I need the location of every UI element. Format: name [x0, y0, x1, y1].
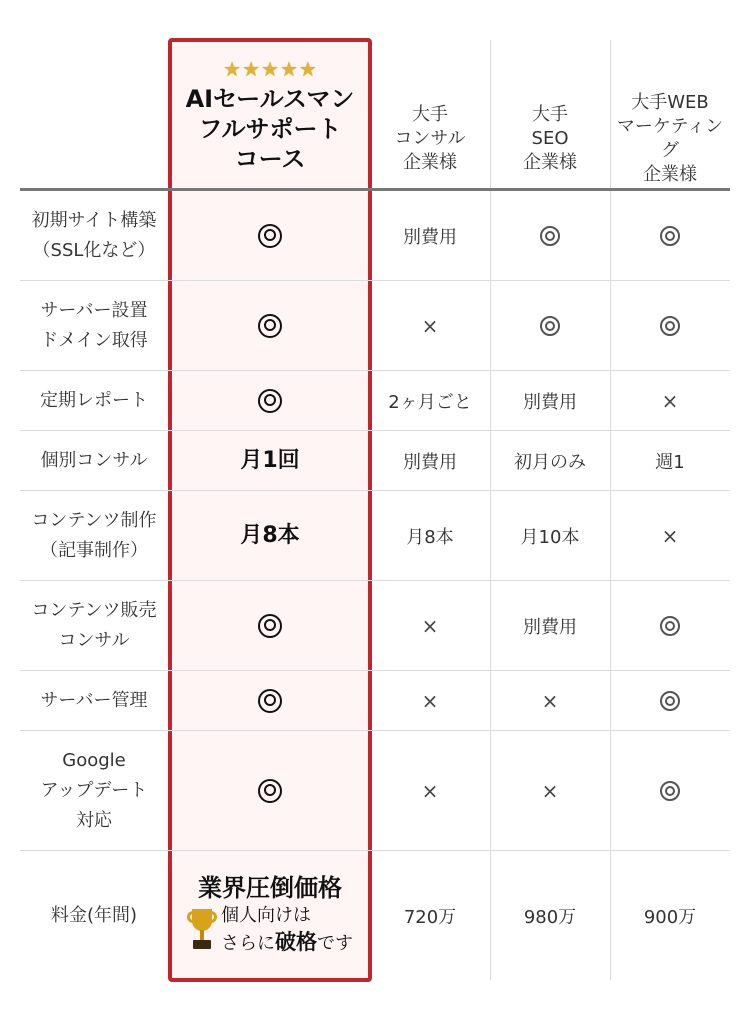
double-circle-icon — [540, 226, 560, 246]
web-value-server-management — [610, 671, 730, 730]
web-value-consulting: 週1 — [655, 451, 685, 473]
consulting-value-report: 2ヶ月ごと — [388, 391, 472, 413]
header-line: 大手WEB — [631, 92, 709, 113]
consulting-value-google-update: × — [421, 778, 439, 803]
rating-stars — [223, 58, 317, 80]
row-label-consulting: 個別コンサル — [40, 449, 148, 471]
price-headline: 業界圧倒価格 — [198, 874, 342, 902]
web-value-report: × — [661, 388, 679, 413]
row-label-line: サーバー設置 — [40, 299, 148, 321]
row-label-server-management: サーバー管理 — [40, 689, 148, 711]
rec-value-content-production: 月8本 — [240, 522, 300, 548]
consulting-value-initial-site: 別費用 — [403, 226, 457, 248]
double-circle-icon — [258, 614, 282, 638]
star-icon: ★ — [298, 57, 317, 81]
consulting-value-price: 720万 — [403, 906, 457, 928]
consulting-value-server-management: × — [421, 688, 439, 713]
trophy-icon — [187, 907, 217, 953]
price-note-line — [221, 929, 353, 957]
competitor-header-consulting — [370, 90, 490, 188]
row-label-price: 料金(年間) — [50, 904, 138, 926]
web-value-initial-site — [610, 191, 730, 280]
header-line: コンサル — [394, 128, 466, 149]
header-line: 企業様 — [643, 164, 697, 185]
row-label-line: 対応 — [76, 809, 112, 831]
double-circle-icon — [258, 389, 282, 413]
seo-value-price: 980万 — [523, 906, 577, 928]
row-label-google-update — [20, 731, 168, 850]
consulting-value-content-production: 月8本 — [406, 526, 454, 548]
row-label-line: コンテンツ制作 — [31, 509, 157, 531]
recommended-course-header — [172, 58, 368, 178]
web-value-content-sales — [610, 581, 730, 670]
competitor-header-seo — [490, 90, 610, 188]
row-label-line: （SSL化など） — [32, 239, 156, 261]
header-line: SEO — [531, 128, 569, 149]
seo-value-report: 別費用 — [523, 391, 577, 413]
row-label-report: 定期レポート — [40, 389, 148, 411]
header-line: 企業様 — [523, 152, 577, 173]
seo-value-consulting: 初月のみ — [514, 451, 586, 473]
row-label-server-setup — [20, 281, 168, 370]
rec-value-consulting: 月1回 — [240, 447, 300, 473]
row-label-content-production — [20, 491, 168, 580]
rec-value-price — [173, 856, 367, 974]
double-circle-icon — [660, 226, 680, 246]
web-value-server-setup — [610, 281, 730, 370]
consulting-value-content-sales: × — [421, 613, 439, 638]
web-value-google-update — [610, 731, 730, 850]
double-circle-icon — [660, 316, 680, 336]
price-note-line: 個人向けは — [221, 905, 311, 926]
header-line: 大手 — [412, 104, 448, 125]
row-label-line: 初期サイト構築 — [31, 209, 157, 231]
rec-value-google-update — [173, 731, 367, 850]
consulting-value-consulting: 別費用 — [403, 451, 457, 473]
double-circle-icon — [258, 224, 282, 248]
seo-value-content-production: 月10本 — [520, 526, 580, 548]
seo-value-server-management: × — [541, 688, 559, 713]
double-circle-icon — [660, 781, 680, 801]
double-circle-icon — [258, 689, 282, 713]
rec-value-server-setup — [173, 281, 367, 370]
price-note-text: です — [317, 933, 353, 954]
star-icon: ★ — [279, 57, 298, 81]
double-circle-icon — [660, 616, 680, 636]
seo-value-content-sales: 別費用 — [523, 616, 577, 638]
recommended-title-line: AIセールスマン — [185, 85, 355, 113]
row-label-content-sales — [20, 581, 168, 670]
header-line: マーケティング — [616, 116, 724, 161]
row-label-line: アップデート — [40, 779, 148, 801]
consulting-value-server-setup: × — [421, 313, 439, 338]
header-line: 企業様 — [403, 152, 457, 173]
star-icon: ★ — [261, 57, 279, 81]
seo-value-server-setup — [490, 281, 610, 370]
row-label-initial-site — [20, 191, 168, 280]
double-circle-icon — [258, 314, 282, 338]
double-circle-icon — [660, 691, 680, 711]
rec-value-content-sales — [173, 581, 367, 670]
competitor-header-web-marketing — [610, 90, 730, 188]
price-note-text: さらに — [221, 933, 275, 954]
rec-value-report — [173, 371, 367, 430]
seo-value-google-update: × — [541, 778, 559, 803]
header-line: 大手 — [532, 104, 568, 125]
web-value-content-production: × — [661, 523, 679, 548]
row-label-line: ドメイン取得 — [40, 329, 148, 351]
row-label-line: Google — [62, 749, 126, 771]
star-icon: ★ — [223, 57, 242, 81]
web-value-price: 900万 — [643, 906, 697, 928]
row-label-line: （記事制作） — [40, 539, 148, 561]
recommended-title-line: フルサポート — [198, 115, 342, 143]
double-circle-icon — [258, 779, 282, 803]
rec-value-server-management — [173, 671, 367, 730]
row-label-line: コンサル — [58, 629, 130, 651]
price-note-emphasis: 破格 — [275, 930, 317, 954]
rec-value-initial-site — [173, 191, 367, 280]
double-circle-icon — [540, 316, 560, 336]
star-icon: ★ — [242, 57, 261, 81]
seo-value-initial-site — [490, 191, 610, 280]
recommended-title-line: コース — [234, 145, 306, 173]
row-label-line: コンテンツ販売 — [31, 599, 157, 621]
